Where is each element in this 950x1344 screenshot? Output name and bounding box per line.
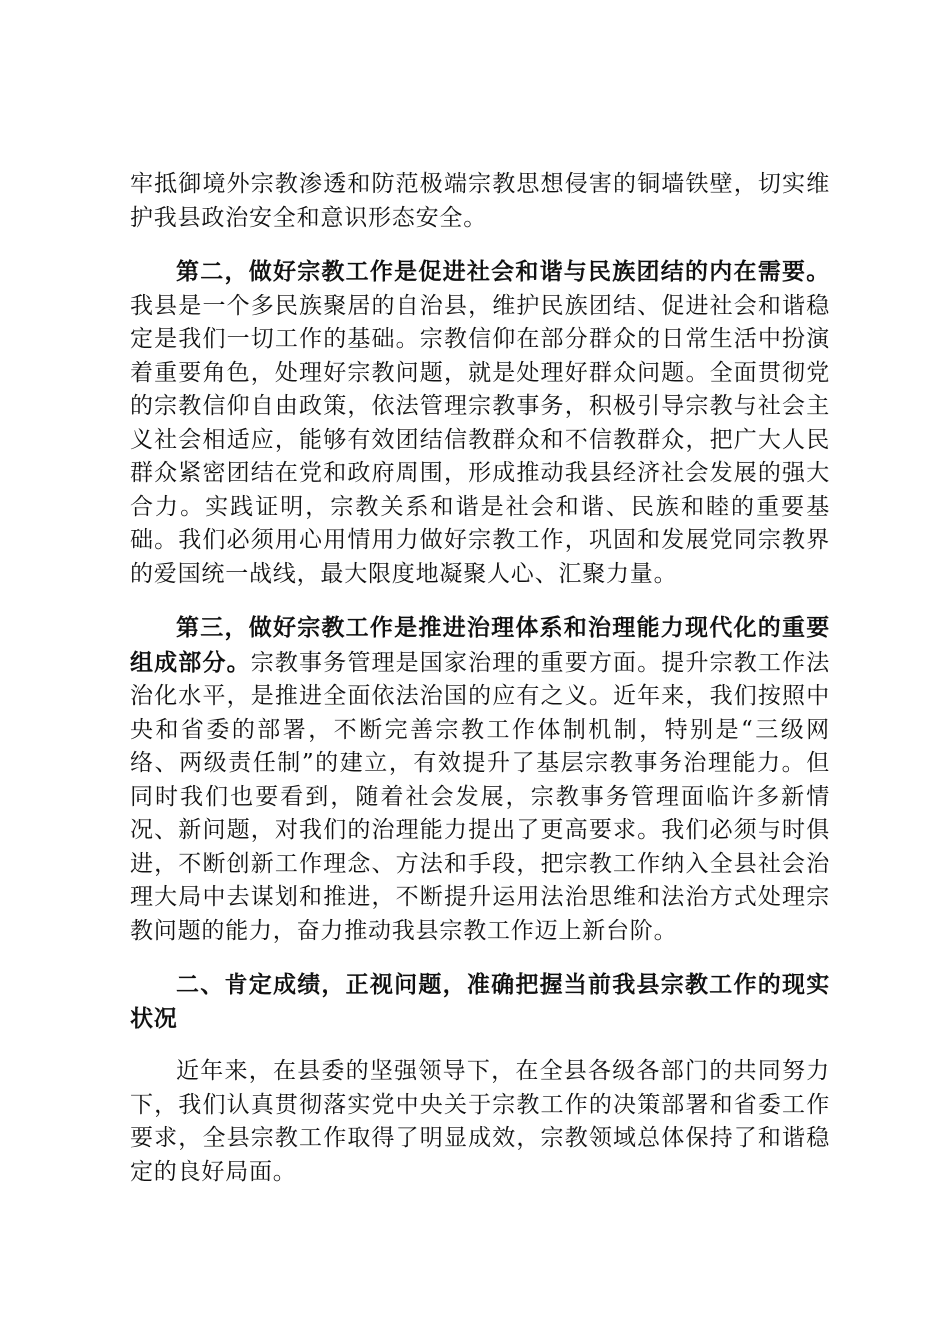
third-point-body: 宗教事务管理是国家治理的重要方面。提升宗教工作法治化水平，是推进全面依法治国的应有之义。近年来，我们按照中央和省委的部署，不断完善宗教工作体制机制，特别是“三级网络、两级责任制”的建立，有效提升了基层宗教事务治理能力。但同时我们也要看到，随着社会发展，宗教事务管理面临许多新情况、新问题，对我们的治理能力提出了更高要求。我们必须与时俱进，不断创新工作理念、方法和手段，把宗教工作纳入全县社会治理大局中去谋划和推进，不断提升运用法治思维和法治方式处理宗教问题的能力，奋力推动我县宗教工作迈上新台阶。: [130, 649, 830, 944]
document-page: [130, 168, 830, 1209]
paragraph-achievements: 近年来，在县委的坚强领导下，在全县各级各部门的共同努力下，我们认真贯彻落实党中央关于宗教工作的决策部署和省委工作要求，全县宗教工作取得了明显成效，宗教领域总体保持了和谐稳定的良好局面。: [130, 1058, 830, 1185]
second-point-lead: 第二，做好宗教工作是促进社会和谐与民族团结的内在需要。: [176, 258, 830, 285]
third-point-lead: 第三，做好宗教工作是推进治理体系和治理能力现代化的重要组成部分。: [130, 614, 830, 676]
second-point-body: 我县是一个多民族聚居的自治县，维护民族团结、促进社会和谐稳定是我们一切工作的基础。宗教信仰在部分群众的日常生活中扮演着重要角色，处理好宗教问题，就是处理好群众问题。全面贯彻党的宗教信仰自由政策，依法管理宗教事务，积极引导宗教与社会主义社会相适应，能够有效团结信教群众和不信教群众，把广大人民群众紧密团结在党和政府周围，形成推动我县经济社会发展的强大合力。实践证明，宗教关系和谐是社会和谐、民族和睦的重要基础。我们必须用心用情用力做好宗教工作，巩固和发展党同宗教界的爱国统一战线，最大限度地凝聚人心、汇聚力量。: [130, 292, 830, 587]
paragraph-second-point: [130, 255, 830, 591]
paragraph-third-point: [130, 611, 830, 948]
section-heading-two: 二、肯定成绩，正视问题，准确把握当前我县宗教工作的现实状况: [130, 971, 830, 1032]
paragraph-continuation: 牢抵御境外宗教渗透和防范极端宗教思想侵害的铜墙铁壁，切实维护我县政治安全和意识形态安全。: [130, 171, 830, 231]
